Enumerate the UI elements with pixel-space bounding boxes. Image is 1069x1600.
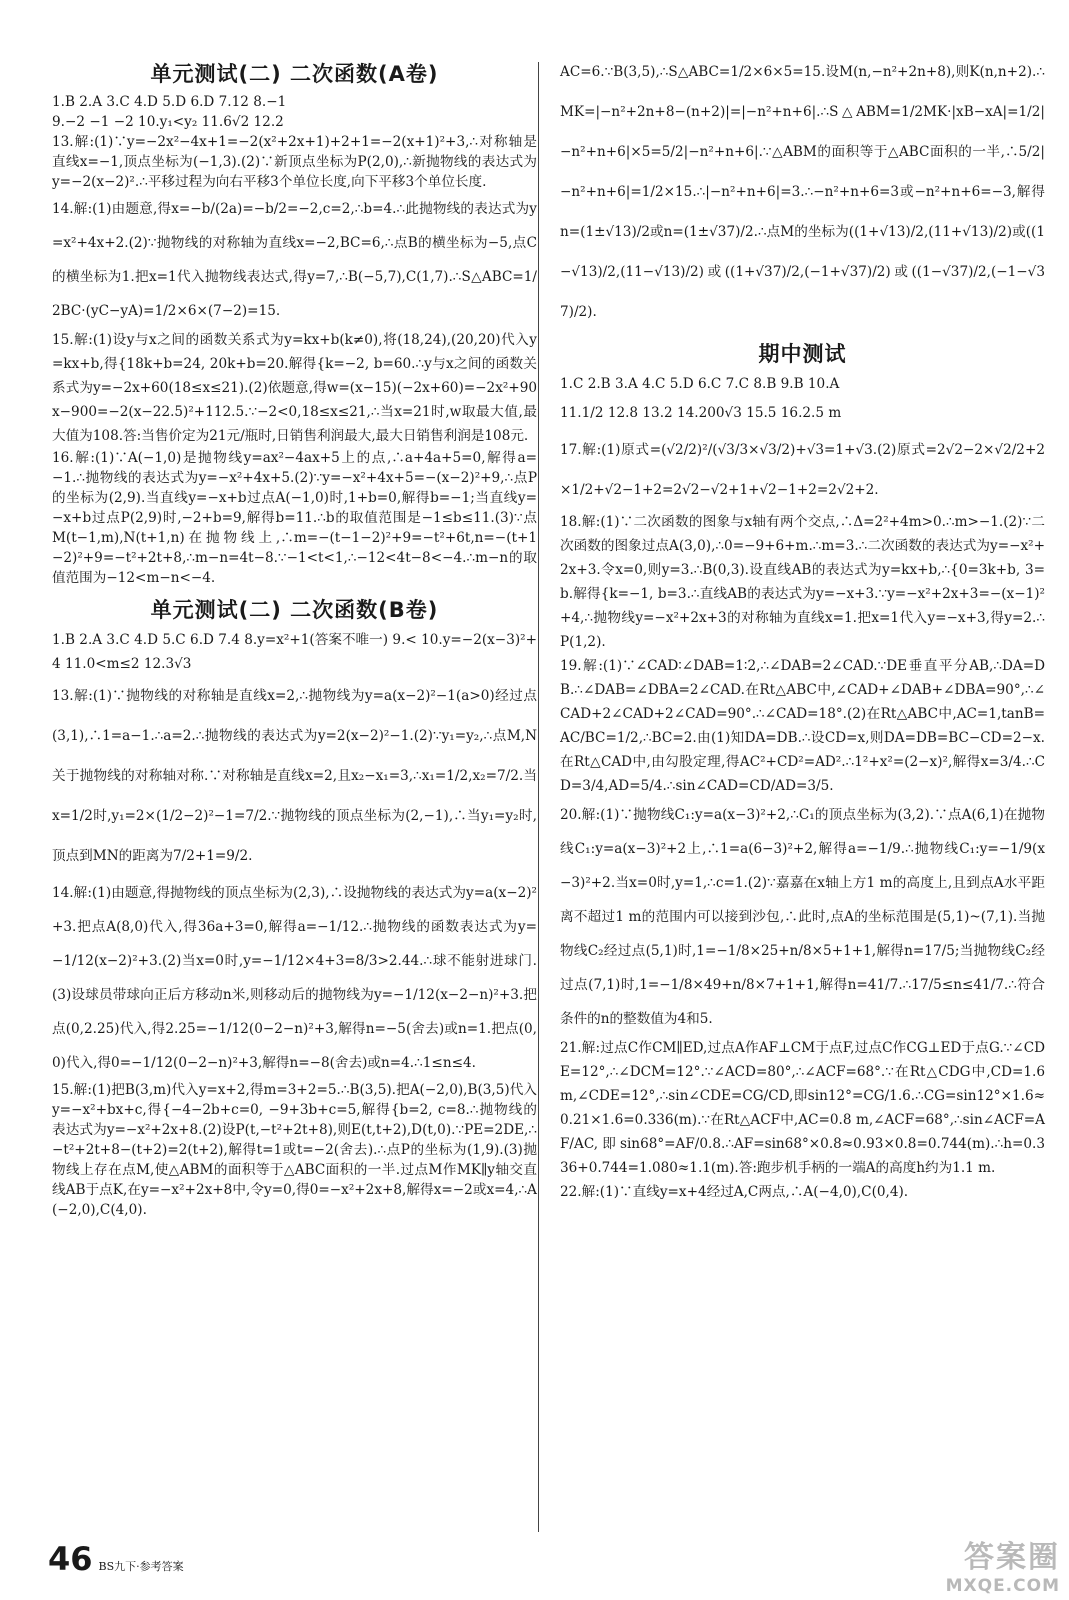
left-column — [52, 52, 537, 1220]
solution-a-14: 14.解:(1)由题意,得x=−b/(2a)=−b/2=−2,c=2,∴b=4.∴此抛物线的表达式为y=x²+4x+2.(2)∵抛物线的对称轴为直线x=−2,BC=6,∴点B的横坐标为−5,点C的横坐标为1.把x=1代入抛物线表达式,得y=7,∴B(−5,7),C(1,7).∴S△ABC=1/2BC·(yC−yA)=1/2×6×(7−2)=15. — [52, 201, 537, 319]
choice-answers-a-line-2: 9.−2 −1 −2 10.y₁<y₂ 11.6√2 12.2 — [52, 114, 284, 130]
page-number: 46 — [48, 1540, 93, 1578]
watermark-text: 答案圈 — [964, 1540, 1060, 1575]
solution-mid-22: 22.解:(1)∵直线y=x+4经过A,C两点,∴A(−4,0),C(0,4). — [560, 1184, 909, 1200]
section-title-unit-test-a: 单元测试(二) 二次函数(A卷) — [150, 62, 439, 86]
watermark-url: MXQE.COM — [945, 1576, 1060, 1596]
solution-a-13: 13.解:(1)∵y=−2x²−4x+1=−2(x²+2x+1)+2+1=−2(x+1)²+3,∴对称轴是直线x=−1,顶点坐标为(−1,3).(2)∵新顶点坐标为P(2,0),∴新抛物线的表达式为y=−2(x−2)².∴平移过程为向右平移3个单位长度,向下平移3个单位长度. — [52, 134, 537, 190]
solution-a-15: 15.解:(1)设y与x之间的函数关系式为y=kx+b(k≠0),将(18,24),(20,20)代入y=kx+b,得{18k+b=24, 20k+b=20.解得{k=−2, b=60.∴y与x之间的函数关系式为y=−2x+60(18≤x≤21).(2)依题意,得w=(x−15)(−2x+60)=−2x²+90x−900=−2(x−22.5)²+112.5.∵−2<0,18≤x≤21,∴当x=21时,w取最大值,最大值为108.答:当售价定为21元/瓶时,日销售利润最大,最大日销售利润是108元. — [52, 332, 537, 444]
page-footer — [48, 1540, 184, 1578]
solution-b-15-continued: AC=6.∵B(3,5),∴S△ABC=1/2×6×5=15.设M(n,−n²+2n+8),则K(n,n+2).∴MK=|−n²+2n+8−(n+2)|=|−n²+n+6|.∴S△ABM=1/2MK·|xB−xA|=1/2|−n²+n+6|×5=5/2|−n²+n+6|.∵△ABM的面积等于△ABC面积的一半,∴5/2|−n²+n+6|=1/2×15.∴|−n²+n+6|=3.∴−n²+n+6=3或−n²+n+6=−3,解得n=(1±√13)/2或n=(1±√37)/2.∴点M的坐标为((1+√13)/2,(11+√13)/2)或((1−√13)/2,(11−√13)/2)或((1+√37)/2,(−1+√37)/2)或((1−√37)/2,(−1−√37)/2). — [560, 64, 1045, 320]
solution-b-13: 13.解:(1)∵抛物线的对称轴是直线x=2,∴抛物线为y=a(x−2)²−1(a>0)经过点(3,1),∴1=a−1.∴a=2.∴抛物线的表达式为y=2(x−2)²−1.(2)∵y₁=y₂,∴点M,N关于抛物线的对称轴对称.∵对称轴是直线x=2,且x₂−x₁=3,∴x₁=1/2,x₂=7/2.当x=1/2时,y₁=2×(1/2−2)²−1=7/2.∵抛物线的顶点坐标为(2,−1),∴当y₁=y₂时,顶点到MN的距离为7/2+1=9/2. — [52, 688, 537, 864]
solution-mid-18: 18.解:(1)∵二次函数的图象与x轴有两个交点,∴Δ=2²+4m>0.∴m>−1.(2)∵二次函数的图象过点A(3,0),∴0=−9+6+m.∴m=3.∴二次函数的表达式为y=−x²+2x+3.令x=0,则y=3.∴B(0,3).设直线AB的表达式为y=kx+b,∴{0=3k+b, 3=b.解得{k=−1, b=3.∴直线AB的表达式为y=−x+3.∵y=−x²+2x+3=−(x−1)²+4,∴抛物线y=−x²+2x+3的对称轴为直线x=1.把x=1代入y=−x+3,得y=2.∴P(1,2). — [560, 514, 1045, 650]
section-title-unit-test-b: 单元测试(二) 二次函数(B卷) — [150, 598, 439, 622]
choice-answers-a-line-1: 1.B 2.A 3.C 4.D 5.D 6.D 7.12 8.−1 — [52, 94, 287, 110]
choice-answers-midterm-line-1: 1.C 2.B 3.A 4.C 5.D 6.C 7.C 8.B 9.B 10.A — [560, 376, 840, 392]
watermark-logo — [860, 1535, 1060, 1596]
solution-a-16: 16.解:(1)∵A(−1,0)是抛物线y=ax²−4ax+5上的点,∴a+4a+5=0,解得a=−1.∴抛物线的表达式为y=−x²+4x+5.(2)∵y=−x²+4x+5=−(x−2)²+9,∴点P的坐标为(2,9).当直线y=−x+b过点A(−1,0)时,1+b=0,解得b=−1;当直线y=−x+b过点P(2,9)时,−2+b=9,解得b=11.∴b的取值范围是−1≤b≤11.(3)∵点M(t−1,m),N(t+1,n)在抛物线上,∴m=−(t−1−2)²+9=−t²+6t,n=−(t+1−2)²+9=−t²+2t+8,∴m−n=4t−8.∵−1<t<1,∴−12<4t−8<−4.∴m−n的取值范围为−12<m−n<−4. — [52, 450, 537, 586]
column-divider — [538, 62, 539, 1532]
solution-mid-19: 19.解:(1)∵∠CAD∶∠DAB=1∶2,∴∠DAB=2∠CAD.∵DE垂直平分AB,∴DA=DB.∴∠DAB=∠DBA=2∠CAD.在Rt△ABC中,∠CAD+∠DAB+∠DBA=90°,∴∠CAD+2∠CAD+2∠CAD=90°.∴∠CAD=18°.(2)在Rt△ABC中,AC=1,tanB=AC/BC=1/2,∴BC=2.由(1)知DA=DB.∴设CD=x,则DA=DB=BC−CD=2−x.在Rt△CAD中,由勾股定理,得AC²+CD²=AD².∴1²+x²=(2−x)²,解得x=3/4.∴CD=3/4,AD=5/4.∴sin∠CAD=CD/AD=3/5. — [560, 658, 1045, 794]
solution-mid-20: 20.解:(1)∵抛物线C₁:y=a(x−3)²+2,∴C₁的顶点坐标为(3,2).∵点A(6,1)在抛物线C₁:y=a(x−3)²+2上,∴1=a(6−3)²+2,解得a=−1/9.∴抛物线C₁:y=−1/9(x−3)²+2.当x=0时,y=1,∴c=1.(2)∵嘉嘉在x轴上方1 m的高度上,且到点A水平距离不超过1 m的范围内可以接到沙包,∴此时,点A的坐标范围是(5,1)~(7,1).当抛物线C₂经过点(5,1)时,1=−1/8×25+n/8×5+1+1,解得n=17/5;当抛物线C₂经过点(7,1)时,1=−1/8×49+n/8×7+1+1,解得n=41/7.∴17/5≤n≤41/7.∴符合条件的n的整数值为4和5. — [560, 807, 1045, 1027]
section-title-midterm: 期中测试 — [758, 342, 847, 366]
choice-answers-midterm-line-2: 11.1/2 12.8 13.2 14.200√3 15.5 16.2.5 m — [560, 405, 842, 421]
right-column — [560, 52, 1045, 1204]
solution-mid-21: 21.解:过点C作CM∥ED,过点A作AF⊥CM于点F,过点C作CG⊥ED于点G.∵∠CDE=12°,∴∠DCM=12°.∵∠ACD=80°,∴∠ACF=68°.∵在Rt△CDG中,CD=1.6 m,∠CDE=12°,∴sin∠CDE=CG/CD,即sin12°=CG/1.6.∴CG=sin12°×1.6≈0.21×1.6=0.336(m).∵在Rt△ACF中,AC=0.8 m,∠ACF=68°,∴sin∠ACF=AF/AC,即sin68°=AF/0.8.∴AF=sin68°×0.8≈0.93×0.8=0.744(m).∴h=0.336+0.744=1.080≈1.1(m).答:跑步机手柄的一端A的高度h约为1.1 m. — [560, 1040, 1045, 1176]
solution-b-14: 14.解:(1)由题意,得抛物线的顶点坐标为(2,3),∴设抛物线的表达式为y=a(x−2)²+3.把点A(8,0)代入,得36a+3=0,解得a=−1/12.∴抛物线的函数表达式为y=−1/12(x−2)²+3.(2)当x=0时,y=−1/12×4+3=8/3>2.44.∴球不能射进球门.(3)设球员带球向正后方移动n米,则移动后的抛物线为y=−1/12(x−2−n)²+3.把点(0,2.25)代入,得2.25=−1/12(0−2−n)²+3,解得n=−5(舍去)或n=1.把点(0,0)代入,得0=−1/12(0−2−n)²+3,解得n=−8(舍去)或n=4.∴1≤n≤4. — [52, 885, 537, 1071]
solution-mid-17: 17.解:(1)原式=(√2/2)²/(√3/3×√3/2)+√3=1+√3.(2)原式=2√2−2×√2/2+2×1/2+√2−1+2=2√2−√2+1+√2−1+2=2√2+2. — [560, 442, 1045, 498]
solution-b-15: 15.解:(1)把B(3,m)代入y=x+2,得m=3+2=5.∴B(3,5).把A(−2,0),B(3,5)代入y=−x²+bx+c,得{−4−2b+c=0, −9+3b+c=5,解得{b=2, c=8.∴抛物线的表达式为y=−x²+2x+8.(2)设P(t,−t²+2t+8),则E(t,t+2),D(t,0).∵PE=2DE,∴−t²+2t+8−(t+2)=2(t+2),解得t=1或t=−2(舍去).∴点P的坐标为(1,9).(3)抛物线上存在点M,使△ABM的面积等于△ABC面积的一半.过点M作MK∥y轴交直线AB于点K,在y=−x²+2x+8中,令y=0,得0=−x²+2x+8,解得x=−2或x=4,∴A(−2,0),C(4,0). — [52, 1082, 537, 1218]
choice-answers-b: 1.B 2.A 3.C 4.D 5.C 6.D 7.4 8.y=x²+1(答案不唯一) 9.< 10.y=−2(x−3)²+4 11.0<m≤2 12.3√3 — [52, 632, 537, 672]
page-label: BS九下·参考答案 — [98, 1560, 184, 1573]
